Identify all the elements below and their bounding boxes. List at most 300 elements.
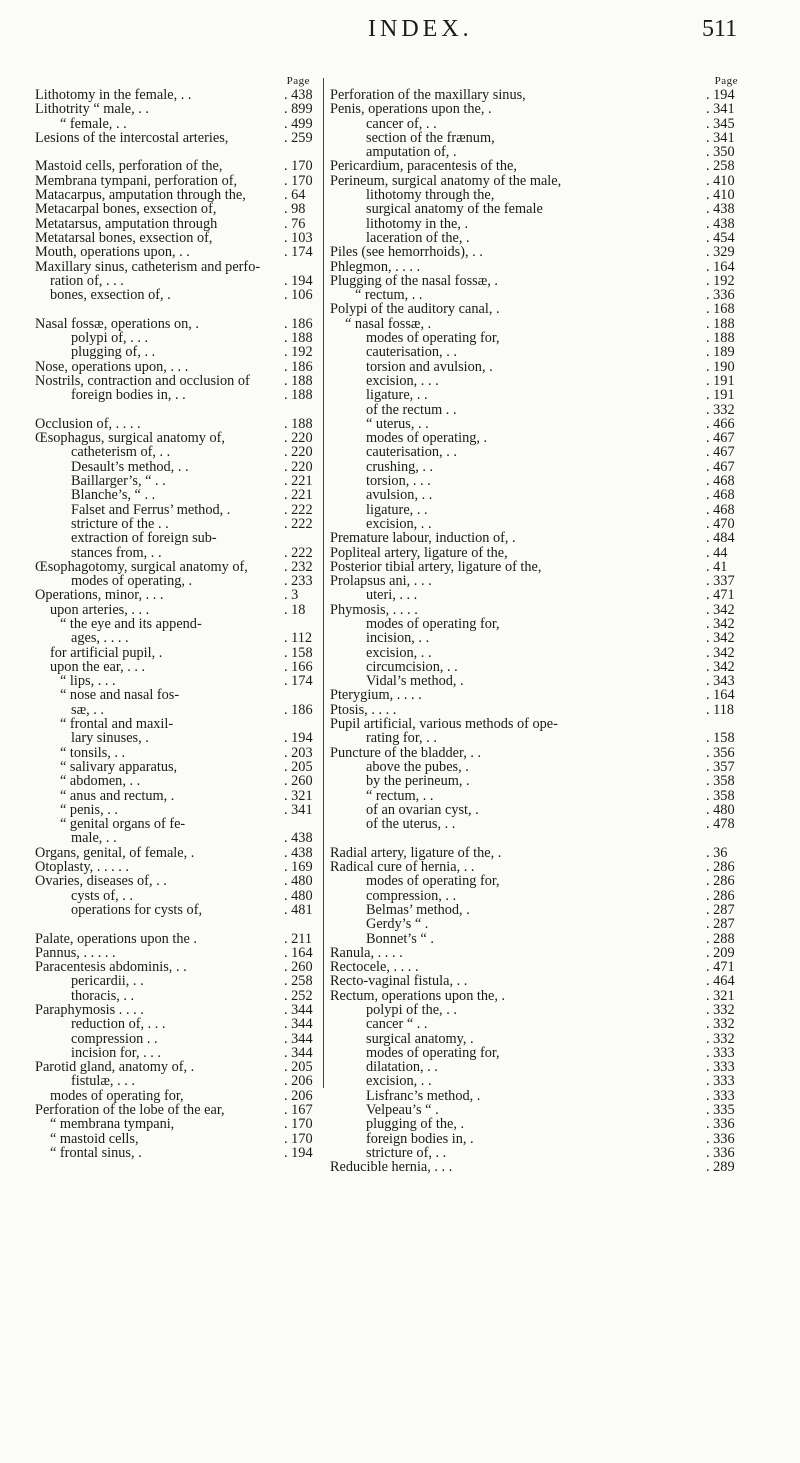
entry-text: of an ovarian cyst, . [366,802,479,818]
entry-text: Matacarpus, amputation through the, [35,188,246,203]
index-entry [35,1017,318,1031]
index-entry [330,517,740,531]
entry-page-number: . 220 [282,460,318,474]
entry-page-number: . 468 [704,503,740,517]
entry-page-number: . 191 [704,374,740,388]
entry-text: cauterisation, . . [366,445,457,460]
entry-text: incision, . . [366,631,430,646]
entry-page-number: . 342 [704,603,740,617]
entry-text: Pupil artificial, various methods of ope- [330,717,558,732]
index-entry [330,860,740,874]
index-entry [35,503,318,517]
entry-page-number: . 438 [282,88,318,102]
entry-page-number: . 170 [282,1132,318,1146]
index-column-left [35,74,318,1160]
entry-text: modes of operating, . [366,431,488,446]
index-entry [35,588,318,602]
entry-text: Desault’s method, . . [71,459,189,475]
entry-page-number: . 333 [704,1046,740,1060]
index-entry [330,688,740,702]
index-entry [35,1032,318,1046]
index-entry [35,946,318,960]
entry-page-number: . 471 [704,960,740,974]
entry-text: excision, . . . [366,373,439,389]
entry-page-number: . 480 [282,889,318,903]
entry-text: sæ, . . [71,702,104,718]
entry-page-number: . 344 [282,1032,318,1046]
entry-text: “ anus and rectum, . [60,788,175,803]
section-gap [330,831,740,845]
index-entry [330,989,740,1003]
index-entry [330,202,740,216]
entry-page-number: . 332 [704,1017,740,1031]
entry-page-number: . 341 [282,803,318,817]
entry-text: Popliteal artery, ligature of the, [330,545,508,560]
entry-page-number: . 168 [704,302,740,316]
index-entry [330,131,740,145]
index-entry [35,731,318,745]
entry-page-number: . 287 [704,917,740,931]
entry-page-number: . 478 [704,817,740,831]
entry-page-number: . 164 [704,688,740,702]
entry-page-number: . 98 [282,202,318,216]
entry-page-number: . 438 [704,217,740,231]
entry-text: Lithotrity “ male, . . [35,102,149,117]
entry-text: Prolapsus ani, . . . [330,574,432,589]
index-entry [35,159,318,173]
entry-text: Pterygium, . . . . [330,688,422,703]
entry-text: Rectum, operations upon the, . [330,988,506,1003]
entry-text: Recto-vaginal fistula, . . [330,974,468,989]
entry-page-number: . 344 [282,1003,318,1017]
entry-page-number: . 350 [704,145,740,159]
entry-text: stricture of the . . [71,516,169,532]
entry-text: Vidal’s method, . [366,674,464,689]
index-entry [330,374,740,388]
entry-text: Lisfranc’s method, . [366,1088,481,1104]
entry-page-number: . 286 [704,889,740,903]
index-entry [330,1089,740,1103]
entry-text: Paracentesis abdominis, . . [35,960,187,975]
entry-text: rating for, . . [366,731,437,746]
entry-text: stances from, . . [71,545,162,560]
entry-text: operations for cysts of, [71,902,203,918]
entry-page-number: . 174 [282,245,318,259]
entry-page-number: . 260 [282,960,318,974]
entry-page-number: . 468 [704,488,740,502]
entry-page-number: . 287 [704,903,740,917]
index-entry [35,960,318,974]
entry-text: Paraphymosis . . . . [35,1003,144,1018]
entry-page-number: . 258 [704,159,740,173]
entry-page-number: . 342 [704,646,740,660]
entry-text: “ mastoid cells, [50,1131,139,1146]
entry-page-number: . 103 [282,231,318,245]
entry-page-number: . 164 [704,260,740,274]
index-entry [330,1117,740,1131]
entry-text: cauterisation, . . [366,345,457,360]
index-entry [330,932,740,946]
entry-page-number: . 252 [282,989,318,1003]
entry-text: Œsophagus, surgical anatomy of, [35,431,225,446]
index-entry [330,388,740,402]
index-entry [330,631,740,645]
entry-page-number: . 190 [704,360,740,374]
index-entry [330,102,740,116]
entry-page-number: . 336 [704,1132,740,1146]
entry-text: surgical anatomy, . [366,1031,474,1046]
entry-page-number: . 222 [282,546,318,560]
index-entry [330,588,740,602]
index-entry [35,560,318,574]
entry-page-number: . 484 [704,531,740,545]
index-entry [35,1146,318,1160]
entry-text: of the rectum . . [366,402,457,417]
entry-page-number: . 899 [282,102,318,116]
entry-text: excision, . . [366,516,432,532]
entry-text: Puncture of the bladder, . . [330,745,482,760]
index-entry [35,789,318,803]
index-entry [330,1160,740,1174]
entry-text: Ptosis, . . . . [330,702,397,718]
entry-text: polypi of, . . . [71,331,149,346]
entry-page-number: . 321 [282,789,318,803]
entry-page-number: . 337 [704,574,740,588]
entry-text: Pannus, . . . . . [35,945,116,961]
index-entry [35,1046,318,1060]
entry-text: plugging of, . . [71,345,156,360]
index-entry [35,1074,318,1088]
entry-page-number: . 194 [282,1146,318,1160]
entry-text: upon the ear, . . . [50,659,146,675]
entry-page-number: . 342 [704,660,740,674]
entry-text: Organs, genital, of female, . [35,845,195,861]
index-entry [330,345,740,359]
entry-text: reduction of, . . . [71,1017,166,1032]
index-entry [35,374,318,388]
entry-text: “ tonsils, . . [60,745,126,760]
entry-text: Œsophagotomy, surgical anatomy of, [35,559,248,575]
entry-page-number: . 189 [704,345,740,359]
entry-text: Gerdy’s “ . [366,917,429,932]
index-entry [330,731,740,745]
index-entry [330,660,740,674]
index-entry [330,789,740,803]
index-entry [35,217,318,231]
index-entry [35,131,318,145]
index-entry [330,960,740,974]
index-entry [330,874,740,888]
index-entry [330,1003,740,1017]
index-entry [35,202,318,216]
entry-text: “ the eye and its append- [60,616,202,632]
index-entry [330,531,740,545]
index-entry [35,488,318,502]
entry-page-number: . 188 [282,388,318,402]
entry-text: “ genital organs of fe- [60,817,186,832]
index-entry [330,445,740,459]
entry-page-number: . 454 [704,231,740,245]
entry-page-number: . 186 [282,360,318,374]
entry-page-number: . 332 [704,403,740,417]
index-entry [330,617,740,631]
entry-page-number: . 467 [704,460,740,474]
entry-text: fistulæ, . . . [71,1074,135,1089]
entry-page-number: . 286 [704,860,740,874]
entry-page-number: . 329 [704,245,740,259]
index-column-right [330,74,740,1175]
entry-page-number: . 203 [282,746,318,760]
entry-text: Penis, operations upon the, . [330,102,492,117]
index-entry [330,646,740,660]
entry-page-number: . 186 [282,703,318,717]
index-entry [35,1132,318,1146]
index-entry [330,703,740,717]
entry-page-number: . 438 [282,846,318,860]
section-gap [35,403,318,417]
entry-page-number: . 205 [282,1060,318,1074]
index-entry [35,174,318,188]
index-entry [35,1060,318,1074]
index-entry [35,102,318,116]
entry-page-number: . 18 [282,603,318,617]
entry-text: Otoplasty, . . . . . [35,860,129,875]
index-entry [35,817,318,831]
entry-page-number: . 470 [704,517,740,531]
entry-page-number: . 205 [282,760,318,774]
entry-page-number: . 170 [282,159,318,173]
entry-text: Maxillary sinus, catheterism and perfo- [35,259,261,274]
index-entry [35,1089,318,1103]
entry-text: polypi of the, . . [366,1003,457,1018]
entry-text: Nasal fossæ, operations on, . [35,316,199,332]
entry-page-number: . 44 [704,546,740,560]
entry-text: pericardii, . . [71,974,144,989]
entry-page-number: . 499 [282,117,318,131]
entry-page-number: . 466 [704,417,740,431]
entry-text: Belmas’ method, . [366,902,470,918]
entry-page-number: . 438 [282,831,318,845]
entry-page-number: . 344 [282,1046,318,1060]
entry-text: Posterior tibial artery, ligature of the, [330,559,542,575]
entry-text: male, . . [71,831,117,846]
index-entry [35,445,318,459]
entry-text: above the pubes, . [366,759,469,775]
entry-text: Perineum, surgical anatomy of the male, [330,173,562,189]
index-entry [330,88,740,102]
index-entry [330,302,740,316]
index-entry [35,760,318,774]
index-entry [330,546,740,560]
entry-text: modes of operating, . [71,574,193,589]
index-entry [330,403,740,417]
index-entry [35,231,318,245]
entry-text: “ lips, . . . [60,674,116,689]
page-number: 511 [702,16,738,42]
page-header [0,8,800,48]
entry-page-number: . 206 [282,1089,318,1103]
entry-text: cancer of, . . [366,116,437,131]
index-entry [330,603,740,617]
index-entry [35,574,318,588]
index-entry [35,417,318,431]
entry-page-number: . 188 [282,374,318,388]
entry-text: foreign bodies in, . . [71,388,186,403]
entry-page-number: . 333 [704,1089,740,1103]
entry-page-number: . 289 [704,1160,740,1174]
index-entry [35,932,318,946]
index-entry [35,660,318,674]
index-entry [330,674,740,688]
entry-text: modes of operating for, [50,1088,184,1104]
entry-page-number: . 106 [282,288,318,302]
entry-text: cancer “ . . [366,1017,428,1032]
index-entry [330,117,740,131]
index-entry [330,1132,740,1146]
index-entry [35,617,318,631]
index-entry [35,360,318,374]
entry-page-number: . 321 [704,989,740,1003]
entry-text: Occlusion of, . . . . [35,416,141,432]
entry-text: “ abdomen, . . [60,774,141,789]
entry-text: Ovaries, diseases of, . . [35,874,167,889]
index-entry [330,917,740,931]
index-entry [35,674,318,688]
index-entry [330,417,740,431]
index-entry [35,345,318,359]
entry-page-number: . 335 [704,1103,740,1117]
index-entry [330,217,740,231]
entry-text: lary sinuses, . [71,731,149,746]
entry-text: ligature, . . [366,502,428,517]
entry-text: Perforation of the maxillary sinus, [330,88,526,103]
index-entry [330,746,740,760]
index-entry [330,174,740,188]
index-entry [330,460,740,474]
entry-page-number: . 112 [282,631,318,645]
index-entry [330,317,740,331]
entry-text: “ rectum, . . [355,288,423,303]
entry-text: amputation of, . [366,145,457,160]
entry-page-number: . 169 [282,860,318,874]
entry-page-number: . 258 [282,974,318,988]
index-entry [35,1003,318,1017]
entry-page-number: . 467 [704,445,740,459]
entry-page-number: . 194 [282,731,318,745]
entry-page-number: . 167 [282,1103,318,1117]
entry-text: crushing, . . [366,459,434,475]
entry-text: catheterism of, . . [71,445,171,460]
entry-text: Perforation of the lobe of the ear, [35,1103,225,1118]
index-entry [35,1103,318,1117]
index-entry [35,245,318,259]
entry-text: “ uterus, . . [366,416,429,432]
column-divider [323,78,324,1088]
entry-text: ages, . . . . [71,631,129,646]
index-entry [35,903,318,917]
entry-text: cysts of, . . [71,888,133,903]
entry-page-number: . 286 [704,874,740,888]
entry-page-number: . 222 [282,517,318,531]
index-entry [330,817,740,831]
index-entry [35,703,318,717]
entry-text: “ female, . . [60,116,127,131]
entry-page-number: . 332 [704,1032,740,1046]
entry-page-number: . 158 [282,646,318,660]
entry-page-number: . 221 [282,474,318,488]
index-entry [330,474,740,488]
index-entry [330,903,740,917]
entry-text: laceration of the, . [366,230,470,246]
entry-text: circumcision, . . [366,659,458,675]
entry-page-number: . 467 [704,431,740,445]
entry-text: ration of, . . . [50,273,124,289]
entry-page-number: . 468 [704,474,740,488]
entry-text: Membrana tympani, perforation of, [35,173,238,189]
entry-page-number: . 41 [704,560,740,574]
entry-text: Metacarpal bones, exsection of, [35,202,217,217]
index-entry [330,1046,740,1060]
index-entry [330,846,740,860]
index-entry [35,331,318,345]
entry-text: “ membrana tympani, [50,1117,175,1132]
index-entry [330,1146,740,1160]
index-entry [330,503,740,517]
entry-text: Nose, operations upon, . . . [35,359,189,374]
index-entry [330,288,740,302]
entry-page-number: . 206 [282,1074,318,1088]
entry-page-number: . 336 [704,288,740,302]
entry-page-number: . 481 [282,903,318,917]
entry-page-number: . 170 [282,174,318,188]
entry-text: “ nasal fossæ, . [345,316,432,332]
index-entry [35,288,318,302]
entry-page-number: . 341 [704,131,740,145]
entry-text: Piles (see hemorrhoids), . . [330,245,483,260]
index-entry [35,274,318,288]
entry-page-number: . 480 [704,803,740,817]
entry-text: ligature, . . [366,388,428,403]
entry-page-number: . 192 [704,274,740,288]
index-entry [35,117,318,131]
running-title: INDEX. [368,16,473,42]
entry-text: Lithotomy in the female, . . [35,88,192,103]
index-entry [35,717,318,731]
entry-page-number: . 358 [704,789,740,803]
entry-text: Metatarsal bones, exsection of, [35,230,213,246]
page-column-label: Page [286,75,310,87]
index-entry [330,974,740,988]
entry-page-number: . 170 [282,1117,318,1131]
entry-page-number: . 220 [282,431,318,445]
entry-page-number: . 410 [704,188,740,202]
entry-page-number: . 188 [282,417,318,431]
index-entry [330,560,740,574]
entry-text: Mouth, operations upon, . . [35,245,190,260]
entry-text: excision, . . [366,1074,432,1089]
entry-page-number: . 336 [704,1117,740,1131]
entry-text: dilatation, . . [366,1060,438,1075]
entry-text: Phlegmon, . . . . [330,259,421,274]
entry-text: Velpeau’s “ . [366,1103,439,1118]
entry-text: avulsion, . . [366,488,433,503]
entry-text: Premature labour, induction of, . [330,531,516,546]
entry-text: Operations, minor, . . . [35,588,164,603]
entry-page-number: . 333 [704,1060,740,1074]
entry-page-number: . 188 [704,331,740,345]
entry-text: Lesions of the intercostal arteries, [35,130,229,146]
index-entry [330,274,740,288]
